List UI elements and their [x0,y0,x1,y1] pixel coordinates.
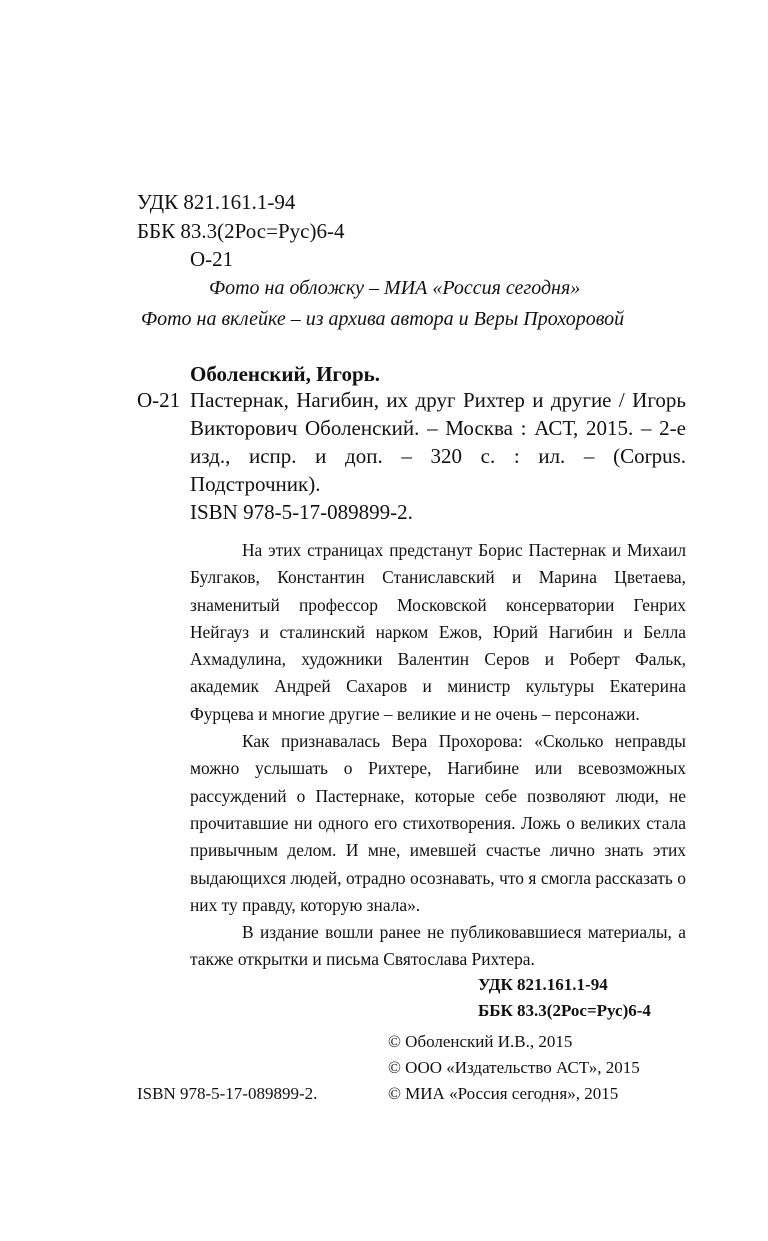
bbk-code-bottom: ББК 83.3(2Рос=Рус)6-4 [478,1001,651,1020]
copyright-line: © Оболенский И.В., 2015 [388,1032,573,1051]
classification-block [478,972,651,1024]
cover-photo-credit: Фото на обложку – МИА «Россия сегодня» [209,277,581,299]
insert-photo-credit: Фото на вклейке – из архива автора и Веры Прохоровой [141,308,625,330]
bibliographic-author-sign: О-21 [137,388,181,412]
bibliographic-description-text: Пастернак, Нагибин, их друг Рихтер и другие / Игорь Викторович Оболенский. – Москва : АСТ, 2015. – 2-е изд., испр. и доп. – 320 с. : ил. – (Corpus. Подстрочник). [190,388,686,496]
annotation-paragraph: Как признавалась Вера Прохорова: «Сколько неправды можно услышать о Рихтере, Нагибине или всевозможных рассуждений о Пастернаке, которые себе позволяют люди, не прочитавшие ни одного его стихотворения. Ложь о великих стала привычным делом. И мне, имевшей счастье лично знать этих выдающихся людей, отрадно осознавать, что я смогла рассказать о них ту правду, которую знала». [190,731,686,915]
annotation-paragraph: В издание вошли ранее не публиковавшиеся материалы, а также открытки и письма Святослава Рихтера. [190,922,686,970]
author-sign: О-21 [190,247,234,271]
udk-code: УДК 821.161.1-94 [137,190,296,214]
copyright-block [388,1029,640,1107]
annotation [190,537,686,974]
annotation-paragraph: На этих страницах предстанут Борис Пастернак и Михаил Булгаков, Константин Станиславский и Марина Цветаева, знаменитый профессор Московской консерватории Генрих Нейгауз и сталинский нарком Ежов, Юрий Нагибин и Белла Ахмадулина, художники Валентин Серов и Роберт Фальк, академик Андрей Сахаров и министр культуры Екатерина Фурцева и многие другие – великие и не очень – персонажи. [190,540,686,724]
isbn-bottom: ISBN 978-5-17-089899-2. [137,1084,318,1103]
copyright-line: © ООО «Издательство АСТ», 2015 [388,1058,640,1077]
bibliographic-description [190,386,686,498]
isbn-main: ISBN 978-5-17-089899-2. [190,500,413,524]
bbk-code: ББК 83.3(2Рос=Рус)6-4 [137,219,345,243]
udk-code-bottom: УДК 821.161.1-94 [478,975,608,994]
copyright-line: © МИА «Россия сегодня», 2015 [388,1084,619,1103]
author-heading: Оболенский, Игорь. [190,362,380,386]
